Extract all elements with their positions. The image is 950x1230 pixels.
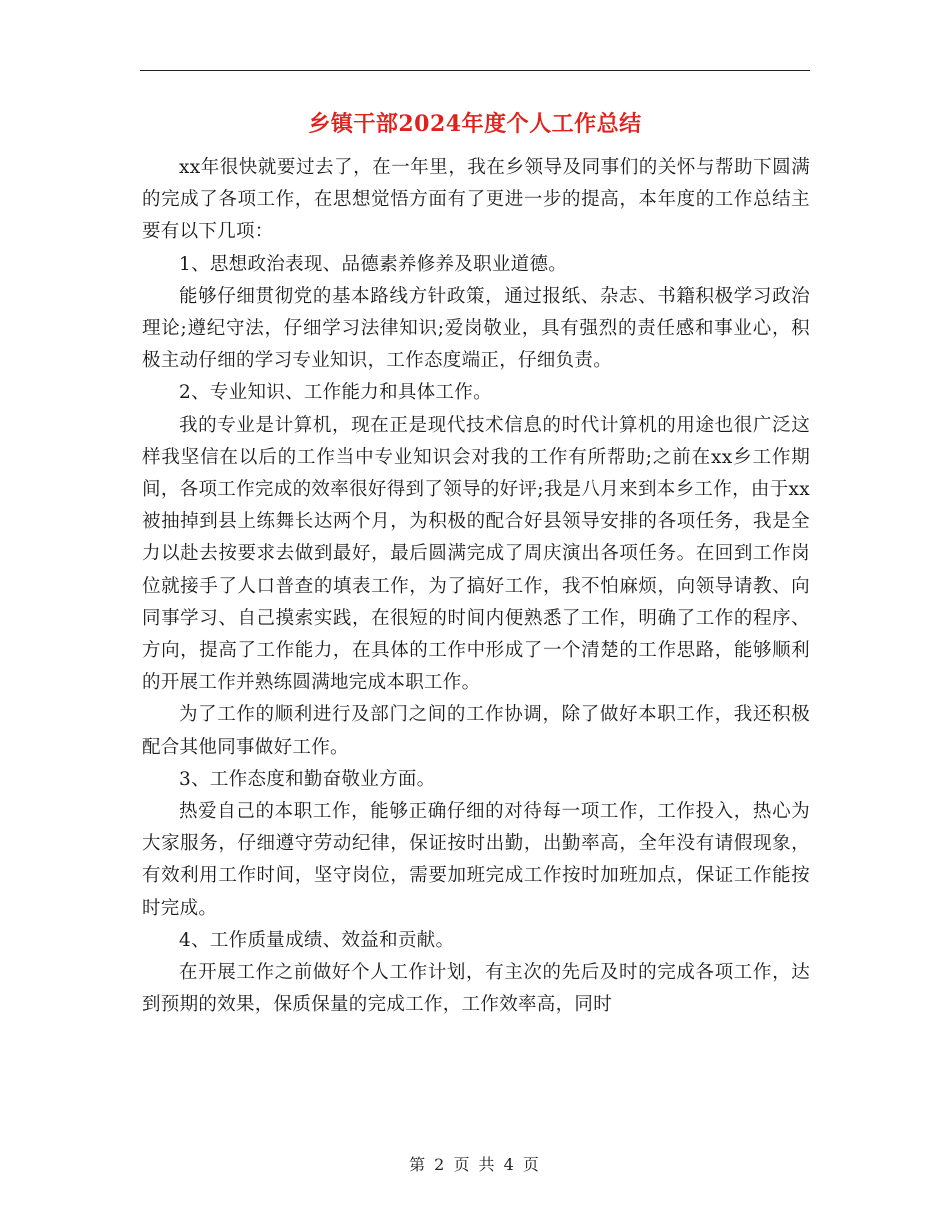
paragraph-intro: xx年很快就要过去了，在一年里，我在乡领导及同事们的关怀与帮助下圆满的完成了各项工作，在思想觉悟方面有了更进一步的提高，本年度的工作总结主要有以下几项： xyxy=(142,157,810,243)
section-heading-3: 3、工作态度和勤奋敬业方面。 xyxy=(179,768,436,790)
paragraph-section-2: 我的专业是计算机，现在正是现代技术信息的时代计算机的用途也很广泛这样我坚信在以后的工作当中专业知识会对我的工作有所帮助;之前在xx乡工作期间，各项工作完成的效率很好得到了领导的好评;我是八月来到本乡工作，由于xx被抽掉到县上练舞长达两个月，为积极的配合好县领导安排的各项任务，我是全力以赴去按要求去做到最好，最后圆满完成了周庆演出各项任务。在回到工作岗位就接手了人口普查的填表工作，为了搞好工作，我不怕麻烦，向领导请教、向同事学习、自己摸索实践，在很短的时间内便熟悉了工作，明确了工作的程序、方向，提高了工作能力，在具体的工作中形成了一个清楚的工作思路，能够顺利的开展工作并熟练圆满地完成本职工作。 xyxy=(142,414,810,694)
section-heading-4: 4、工作质量成绩、效益和贡献。 xyxy=(179,929,455,951)
paragraph-section-4: 在开展工作之前做好个人工作计划，有主次的先后及时的完成各项工作，达到预期的效果，保质保量的完成工作，工作效率高，同时 xyxy=(142,962,810,1016)
paragraph-section-2-cont: 为了工作的顺利进行及部门之间的工作协调，除了做好本职工作，我还积极配合其他同事做好工作。 xyxy=(142,704,810,758)
page-number-footer: 第 2 页 共 4 页 xyxy=(409,1155,541,1174)
section-heading-2: 2、专业知识、工作能力和具体工作。 xyxy=(179,382,492,404)
document-title: 乡镇干部2024年度个人工作总结 xyxy=(308,111,642,137)
document-body xyxy=(142,152,810,1021)
header-rule xyxy=(140,70,810,71)
paragraph-section-3: 热爱自己的本职工作，能够正确仔细的对待每一项工作，工作投入，热心为大家服务，仔细遵守劳动纪律，保证按时出勤，出勤率高，全年没有请假现象，有效利用工作时间，坚守岗位，需要加班完成工作按时加班加点，保证工作能按时完成。 xyxy=(142,801,810,919)
section-heading-1: 1、思想政治表现、品德素养修养及职业道德。 xyxy=(179,253,568,275)
paragraph-section-1: 能够仔细贯彻党的基本路线方针政策，通过报纸、杂志、书籍积极学习政治理论;遵纪守法，仔细学习法律知识;爱岗敬业，具有强烈的责任感和事业心，积极主动仔细的学习专业知识，工作态度端正，仔细负责。 xyxy=(142,285,810,372)
